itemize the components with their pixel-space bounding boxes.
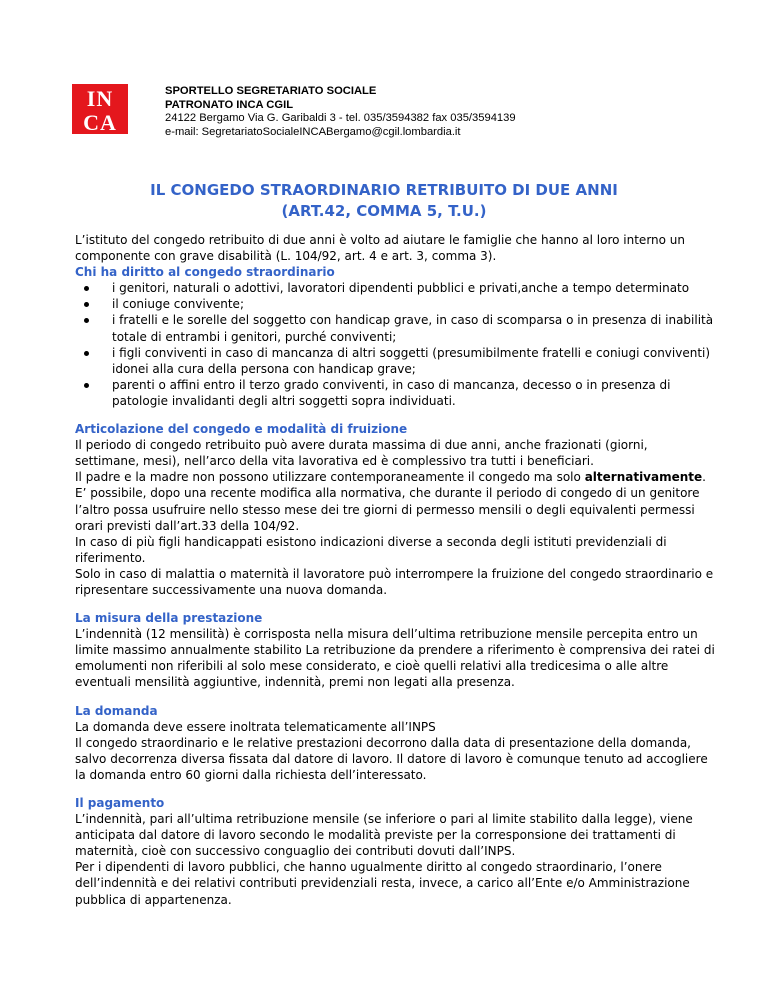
paragraph: Il padre e la madre non possono utilizzare contemporaneamente il congedo ma solo alternativamente.: [75, 470, 706, 485]
section-heading: La domanda: [75, 703, 158, 718]
section-domanda: [75, 703, 715, 783]
eligibility-list: [75, 280, 715, 409]
section-heading: Chi ha diritto al congedo straordinario: [75, 265, 335, 280]
email-line: e-mail: SegretariatoSocialeINCABergamo@cgil.lombardia.it: [165, 125, 461, 138]
paragraph: L’indennità, pari all’ultima retribuzione mensile (se inferiore o pari al limite stabilito dalla legge), viene anticipata dal datore di lavoro secondo le modalità previste per la corresponsione dei trattamenti di maternità, cioè con successivo conguaglio dei contributi dovuti dall’INPS.: [75, 812, 693, 859]
bullet-icon: [84, 302, 89, 307]
list-item: i figli conviventi in caso di mancanza di altri soggetti (presumibilmente fratelli e coniugi conviventi) idonei alla cura della persona con handicap grave;: [75, 345, 715, 377]
section-pagamento: [75, 795, 715, 908]
paragraph: Il periodo di congedo retribuito può avere durata massima di due anni, anche frazionati (giorni, settimane, mesi), nell’arco della vita lavorativa ed è complessivo tra tutti i beneficiari.: [75, 438, 648, 469]
bullet-icon: [84, 383, 89, 388]
section-heading: La misura della prestazione: [75, 611, 263, 626]
paragraph: L’indennità (12 mensilità) è corrisposta nella misura dell’ultima retribuzione mensile percepita entro un limite massimo annualmente stabilito La retribuzione da prendere a riferimento è comprensiva dei ratei di emolumenti non riferibili al solo mese considerato, e cioè quelli relativi alla tredicesima o alle altre eventuali mensilità aggiuntive, indennità, premi non legati alla presenza.: [75, 627, 715, 690]
document-title: [0, 180, 768, 222]
bullet-icon: [84, 318, 89, 323]
section-articolazione: [75, 421, 715, 598]
section-heading: Articolazione del congedo e modalità di fruizione: [75, 422, 408, 437]
organization-header: [165, 85, 516, 139]
paragraph: In caso di più figli handicappati esistono indicazioni diverse a seconda degli istituti previdenziali di riferimento.: [75, 534, 667, 565]
inca-logo: [72, 84, 128, 134]
paragraph: Per i dipendenti di lavoro pubblici, che hanno ugualmente diritto al congedo straordinario, l’onere dell’indennità e dei relativi contributi previdenziali resta, invece, a carico all’Ente e/o Amministrazione pubblica di appartenenza.: [75, 860, 690, 907]
office-name: SPORTELLO SEGRETARIATO SOCIALE: [165, 85, 377, 97]
paragraph: Il congedo straordinario e le relative prestazioni decorrono dalla data di presentazione della domanda, salvo decorrenza diversa fissata dal datore di lavoro. Il datore di lavoro è comunque tenuto ad accogliere la domanda entro 60 giorni dalla richiesta dell’interessato.: [75, 735, 708, 782]
section-misura: [75, 610, 715, 690]
svg-text:IN: IN: [86, 86, 114, 111]
document-body: [75, 232, 715, 920]
paragraph: La domanda deve essere inoltrata telematicamente all’INPS: [75, 719, 436, 734]
intro-paragraph: L’istituto del congedo retribuito di due anni è volto ad aiutare le famiglie che hanno al loro interno un componente con grave disabilità (L. 104/92, art. 4 e art. 3, comma 3).: [75, 233, 686, 264]
svg-text:CA: CA: [83, 110, 117, 134]
list-item: i fratelli e le sorelle del soggetto con handicap grave, in caso di scomparsa o in presenza di inabilità totale di entrambi i genitori, purché conviventi;: [75, 312, 715, 344]
section-diritto: [75, 264, 715, 409]
patronato-name: PATRONATO INCA CGIL: [165, 98, 294, 111]
bullet-icon: [84, 286, 89, 291]
list-item: parenti o affini entro il terzo grado conviventi, in caso di mancanza, decesso o in presenza di patologie invalidanti degli altri soggetti sopra individuati.: [75, 377, 715, 409]
bullet-icon: [84, 351, 89, 356]
list-item: il coniuge convivente;: [75, 296, 715, 312]
paragraph: Solo in caso di malattia o maternità il lavoratore può interrompere la fruizione del congedo straordinario e ripresentare successivamente una nuova domanda.: [75, 566, 714, 597]
emphasis: alternativamente: [584, 470, 703, 485]
list-item: i genitori, naturali o adottivi, lavoratori dipendenti pubblici e privati,anche a tempo determinato: [75, 280, 715, 296]
paragraph: E’ possibile, dopo una recente modifica alla normativa, che durante il periodo di congedo di un genitore l’altro possa usufruire nello stesso mese dei tre giorni di permesso mensili o degli equivalenti permessi orari previsti dall’art.33 della 104/92.: [75, 486, 700, 533]
title-line-2: (ART.42, COMMA 5, T.U.): [281, 202, 487, 220]
section-heading: Il pagamento: [75, 796, 165, 810]
title-line-1: IL CONGEDO STRAORDINARIO RETRIBUITO DI DUE ANNI: [150, 181, 618, 199]
address-line: 24122 Bergamo Via G. Garibaldi 3 - tel. 035/3594382 fax 035/3594139: [165, 112, 516, 125]
